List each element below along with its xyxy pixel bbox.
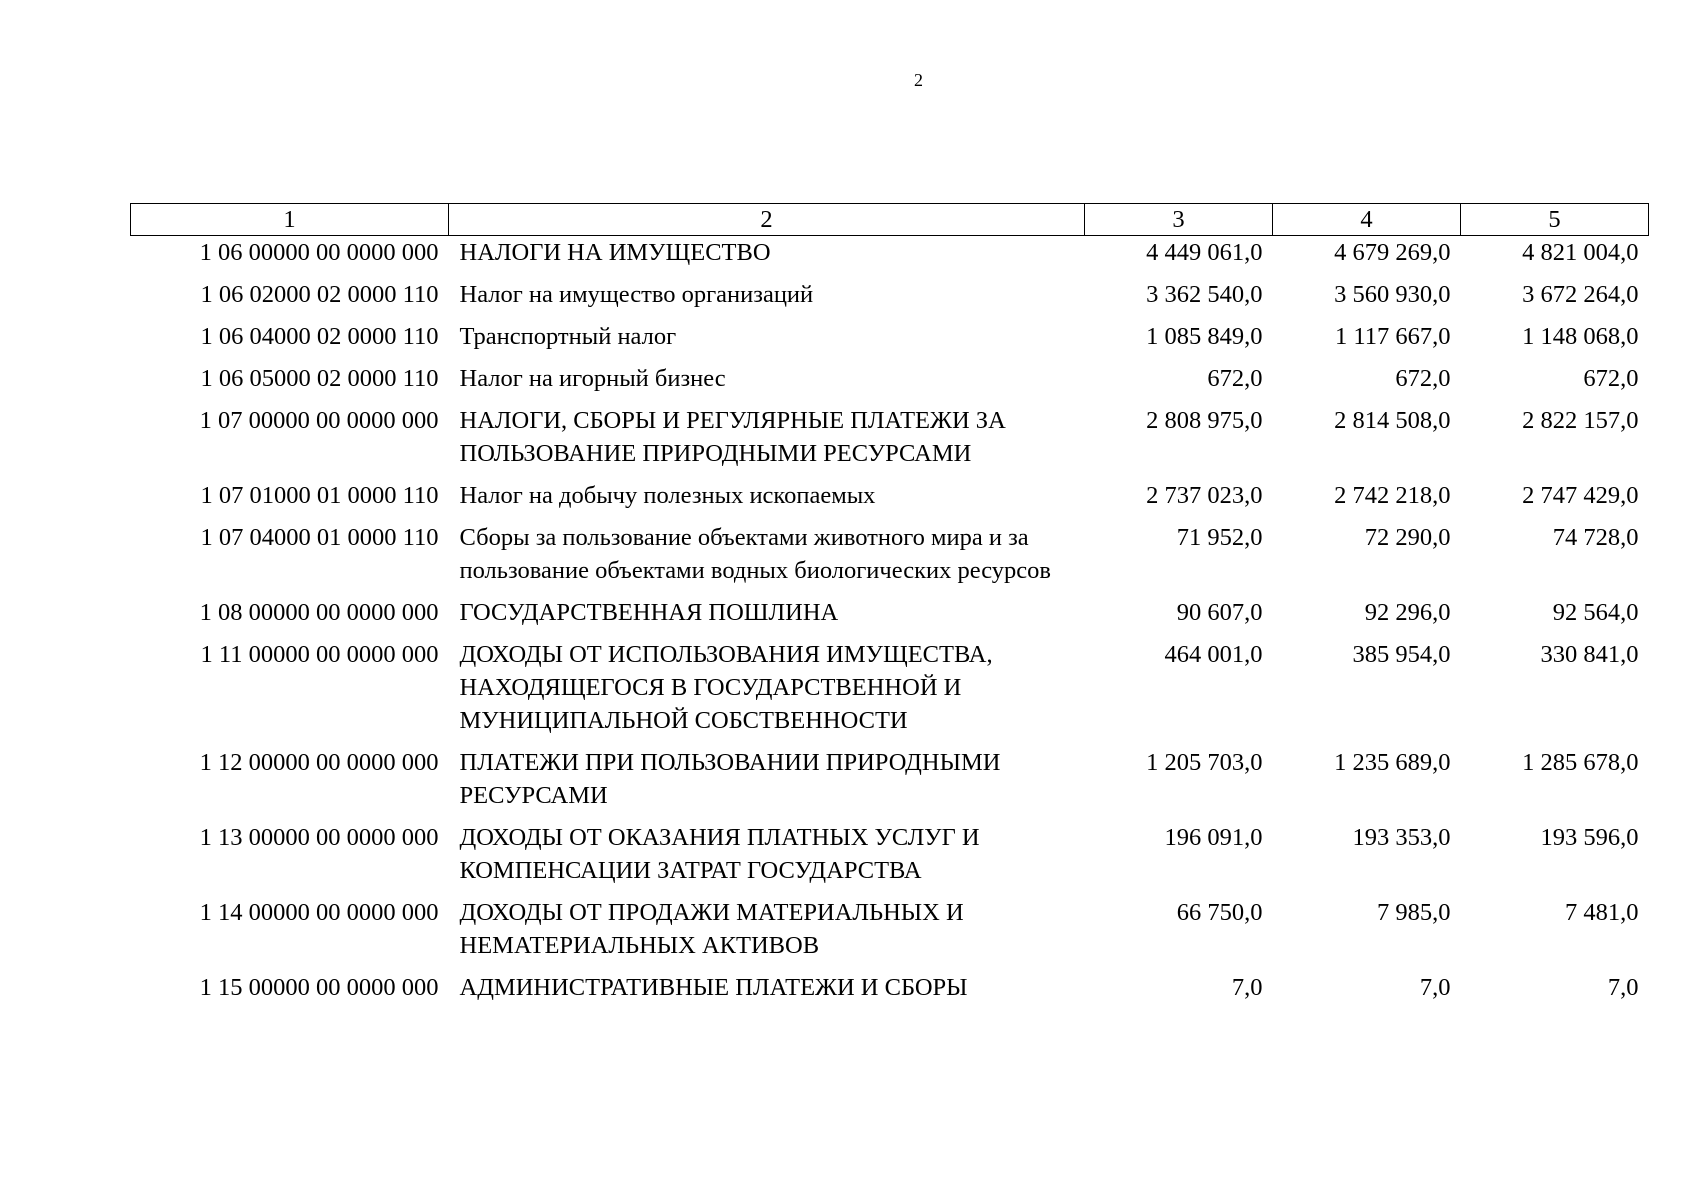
row-code-cell: 1 07 04000 01 0000 110 — [200, 524, 439, 551]
row-name-cell: Транспортный налог — [459, 323, 677, 350]
row-name-cell: ДОХОДЫ ОТ ИСПОЛЬЗОВАНИЯ ИМУЩЕСТВА, НАХОДЯЩЕГОСЯ В ГОСУДАРСТВЕННОЙ И МУНИЦИПАЛЬНОЙ СОБСТВЕННОСТИ — [459, 641, 993, 734]
row-value-2-cell: 4 679 269,0 — [1334, 239, 1451, 266]
row-value-2-cell: 1 117 667,0 — [1335, 323, 1451, 350]
row-value-2-cell: 2 814 508,0 — [1334, 407, 1451, 434]
row-value-3-cell: 330 841,0 — [1540, 641, 1639, 668]
row-value-3-cell: 4 821 004,0 — [1522, 239, 1639, 266]
row-value-3-cell: 2 747 429,0 — [1522, 482, 1639, 509]
row-value-1-cell: 2 737 023,0 — [1146, 482, 1263, 509]
row-value-2-cell: 7 985,0 — [1377, 899, 1451, 926]
row-value-1-cell: 1 205 703,0 — [1146, 749, 1263, 776]
row-value-3-cell: 7 481,0 — [1565, 899, 1639, 926]
header-row — [131, 204, 1649, 236]
row-value-1-cell: 1 085 849,0 — [1146, 323, 1263, 350]
table-row — [131, 320, 1649, 362]
table-row — [131, 896, 1649, 971]
header-cell-name: 2 — [449, 204, 1085, 236]
row-value-3-cell: 3 672 264,0 — [1522, 281, 1639, 308]
row-value-3-cell: 74 728,0 — [1552, 524, 1639, 551]
row-code-cell: 1 07 00000 00 0000 000 — [199, 407, 439, 434]
row-value-3-cell: 92 564,0 — [1552, 599, 1639, 626]
row-value-3-cell: 1 285 678,0 — [1522, 749, 1639, 776]
row-value-1-cell: 71 952,0 — [1176, 524, 1263, 551]
row-code-cell: 1 12 00000 00 0000 000 — [199, 749, 439, 776]
row-value-1-cell: 7,0 — [1231, 974, 1263, 1001]
header-cell-value-1: 3 — [1085, 204, 1273, 236]
row-name-cell: Налог на имущество организаций — [459, 281, 814, 308]
table-body — [131, 236, 1649, 1014]
header-cell-value-2: 4 — [1273, 204, 1461, 236]
row-value-3-cell: 193 596,0 — [1540, 824, 1639, 851]
table-row — [131, 278, 1649, 320]
header-cell-value-3: 5 — [1461, 204, 1649, 236]
table-row — [131, 362, 1649, 404]
row-code-cell: 1 06 04000 02 0000 110 — [200, 323, 439, 350]
row-code-cell: 1 08 00000 00 0000 000 — [199, 599, 439, 626]
row-value-2-cell: 72 290,0 — [1364, 524, 1451, 551]
table-row — [131, 971, 1649, 1013]
row-value-1-cell: 66 750,0 — [1176, 899, 1263, 926]
row-name-cell: НАЛОГИ, СБОРЫ И РЕГУЛЯРНЫЕ ПЛАТЕЖИ ЗА ПОЛЬЗОВАНИЕ ПРИРОДНЫМИ РЕСУРСАМИ — [459, 407, 1006, 467]
page-number: 2 — [914, 70, 923, 90]
row-value-2-cell: 7,0 — [1419, 974, 1451, 1001]
row-code-cell: 1 14 00000 00 0000 000 — [199, 899, 439, 926]
table-row — [131, 521, 1649, 596]
table-row — [131, 236, 1649, 279]
row-value-2-cell: 672,0 — [1395, 365, 1451, 392]
row-code-cell: 1 11 00000 00 0000 000 — [200, 641, 439, 668]
row-code-cell: 1 06 05000 02 0000 110 — [200, 365, 439, 392]
row-name-cell: ДОХОДЫ ОТ ОКАЗАНИЯ ПЛАТНЫХ УСЛУГ И КОМПЕНСАЦИИ ЗАТРАТ ГОСУДАРСТВА — [459, 824, 980, 884]
row-value-3-cell: 7,0 — [1607, 974, 1639, 1001]
row-value-3-cell: 672,0 — [1583, 365, 1639, 392]
row-value-1-cell: 464 001,0 — [1164, 641, 1263, 668]
table-row — [131, 821, 1649, 896]
row-value-1-cell: 90 607,0 — [1176, 599, 1263, 626]
budget-revenue-table — [130, 203, 1649, 1013]
row-value-2-cell: 3 560 930,0 — [1334, 281, 1451, 308]
table-row — [131, 596, 1649, 638]
row-name-cell: ПЛАТЕЖИ ПРИ ПОЛЬЗОВАНИИ ПРИРОДНЫМИ РЕСУРСАМИ — [459, 749, 1001, 809]
row-code-cell: 1 06 00000 00 0000 000 — [199, 239, 439, 266]
table-row — [131, 638, 1649, 746]
row-name-cell: Сборы за пользование объектами животного мира и за пользование объектами водных биологических ресурсов — [459, 524, 1051, 584]
row-name-cell: Налог на добычу полезных ископаемых — [459, 482, 876, 509]
table-row — [131, 404, 1649, 479]
row-code-cell: 1 15 00000 00 0000 000 — [199, 974, 439, 1001]
row-value-3-cell: 1 148 068,0 — [1522, 323, 1639, 350]
row-name-cell: НАЛОГИ НА ИМУЩЕСТВО — [459, 239, 771, 266]
table-header — [131, 204, 1649, 236]
row-value-2-cell: 1 235 689,0 — [1334, 749, 1451, 776]
row-name-cell: ДОХОДЫ ОТ ПРОДАЖИ МАТЕРИАЛЬНЫХ И НЕМАТЕРИАЛЬНЫХ АКТИВОВ — [459, 899, 964, 959]
row-name-cell: ГОСУДАРСТВЕННАЯ ПОШЛИНА — [459, 599, 839, 626]
row-code-cell: 1 13 00000 00 0000 000 — [199, 824, 439, 851]
row-value-1-cell: 196 091,0 — [1164, 824, 1263, 851]
row-value-3-cell: 2 822 157,0 — [1522, 407, 1639, 434]
header-cell-code: 1 — [131, 204, 449, 236]
table-row — [131, 746, 1649, 821]
row-value-1-cell: 4 449 061,0 — [1146, 239, 1263, 266]
row-code-cell: 1 06 02000 02 0000 110 — [200, 281, 439, 308]
row-value-2-cell: 193 353,0 — [1352, 824, 1451, 851]
row-value-2-cell: 385 954,0 — [1352, 641, 1451, 668]
table-row — [131, 479, 1649, 521]
row-name-cell: АДМИНИСТРАТИВНЫЕ ПЛАТЕЖИ И СБОРЫ — [459, 974, 968, 1001]
row-name-cell: Налог на игорный бизнес — [459, 365, 726, 392]
row-code-cell: 1 07 01000 01 0000 110 — [200, 482, 439, 509]
row-value-1-cell: 2 808 975,0 — [1146, 407, 1263, 434]
row-value-1-cell: 3 362 540,0 — [1146, 281, 1263, 308]
row-value-2-cell: 92 296,0 — [1364, 599, 1451, 626]
row-value-1-cell: 672,0 — [1207, 365, 1263, 392]
row-value-2-cell: 2 742 218,0 — [1334, 482, 1451, 509]
